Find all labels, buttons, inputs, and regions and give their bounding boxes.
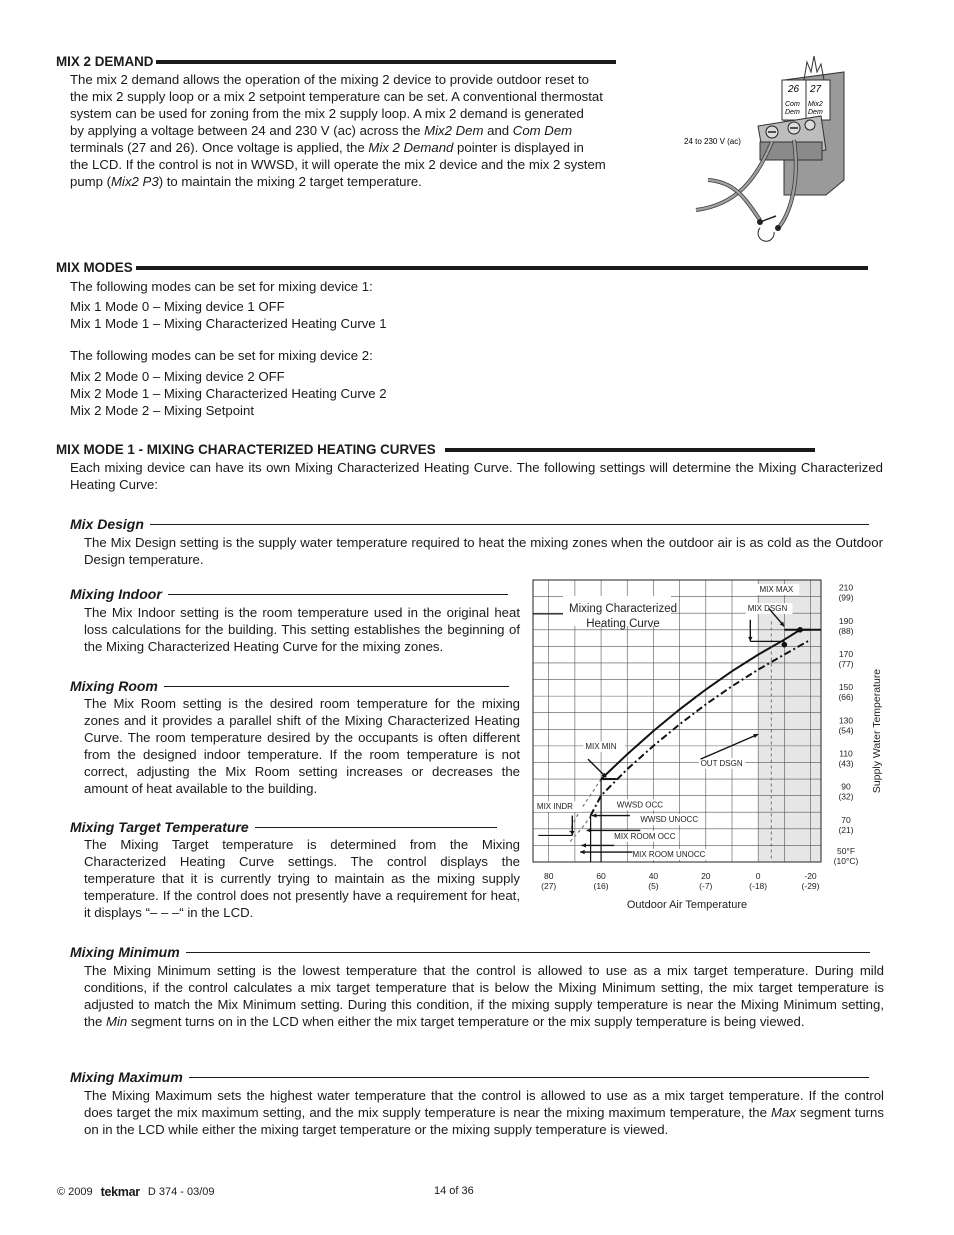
svg-text:Mix2: Mix2 <box>808 101 823 108</box>
outdoor-design-region <box>758 580 821 862</box>
y-tick-label: 130 <box>838 715 854 726</box>
x-tick-label: (5) <box>648 881 659 891</box>
y-axis-label: Supply Water Temperature <box>871 668 883 794</box>
x-tick-label: 40 <box>648 871 659 881</box>
section-rule <box>136 266 868 270</box>
subsection-title-mix-design: Mix Design <box>70 516 869 532</box>
section-title-mix2-demand: MIX 2 DEMAND <box>56 54 616 70</box>
label-mix-min: MIX MIN <box>585 742 617 752</box>
chart-title: Heating Curve <box>586 618 660 630</box>
x-axis-label: Outdoor Air Temperature <box>626 899 748 911</box>
subsection-title-mixing-indoor: Mixing Indoor <box>70 586 508 602</box>
section-title-mix-modes: MIX MODES <box>56 260 868 276</box>
subsection-title-mixing-target: Mixing Target Temperature <box>70 819 497 835</box>
mixing-heating-curve-chart <box>530 570 900 920</box>
svg-text:Dem: Dem <box>808 109 823 116</box>
mixing-indoor-body: The Mix Indoor setting is the room temperature used in the original heat loss calculations for the building. This setting establishes the beginning of the Mixing Characterized Heating Curve for the mixing zones. <box>84 605 520 654</box>
max-point <box>797 627 803 633</box>
y-tick-label: 110 <box>839 748 853 759</box>
x-tick-label: 20 <box>701 871 711 881</box>
list-item: Mix 2 Mode 0 – Mixing device 2 OFF <box>70 369 285 384</box>
section-rule <box>156 60 616 64</box>
chart-title: Mixing Characterized <box>568 603 678 615</box>
y-tick-label: 150 <box>838 682 854 693</box>
label-wwsd-unocc: WWSD UNOCC <box>640 815 699 825</box>
y-tick-label: 170 <box>838 648 854 659</box>
mixing-target-body: The Mixing Target temperature is determined from the Mixing Characterized Heating Curve settings. The control displays the temperature that it is currently trying to maintain as the mixing supply temperature. If the control does not presently have a requirement for heat, it displays “– – –“ in the LCD. <box>84 837 520 920</box>
label-mix-room-occ: MIX ROOM OCC <box>614 831 676 841</box>
brand-logo: tekmar <box>100 1185 140 1199</box>
x-tick-label: 60 <box>596 871 606 881</box>
subsection-rule <box>150 524 869 525</box>
label-mix-room-unocc: MIX ROOM UNOCC <box>632 850 706 860</box>
y-tick-label: 210 <box>838 582 854 593</box>
y-tick-label: (88) <box>838 625 854 636</box>
subsection-rule <box>186 952 870 953</box>
subsection-rule <box>168 594 508 595</box>
x-tick-label: 0 <box>755 871 761 881</box>
mixing-room-body: The Mix Room setting is the desired room temperature for the mixing zones and it provides a parallel shift of the Mixing Characterized Heating Curve. The room temperature desired by the occupants is often different from the designed indoor temperature. If the room temperature is not correct, adjusting the Mix Room setting increases or decreases the amount of heat available to the building. <box>84 696 520 796</box>
x-tick-label: (27) <box>541 881 557 891</box>
subsection-rule <box>255 827 497 828</box>
mix-modes-body: The following modes can be set for mixing device 1: Mix 1 Mode 0 – Mixing device 1 OFF Mix 1 Mode 1 – Mixing Characterized Heating Curve 1 The following modes can be set for mixing device 2: Mix 2 Mode 0 – Mixing device 2 OFF Mix 2 Mode 1 – Mixing Characterized Heating Curve 2 Mix 2 Mode 2 – Mixing Setpoint <box>70 279 387 418</box>
mix-design-body: The Mix Design setting is the supply water temperature required to heat the mixing zones when the outdoor air is as cold as the Outdoor Design temperature. <box>84 535 883 567</box>
terminal-27-label: 27 <box>810 84 822 95</box>
subsection-rule <box>189 1077 869 1078</box>
label-wwsd-occ: WWSD OCC <box>616 800 664 810</box>
thermostat-switch-icon <box>758 228 774 241</box>
y-tick-label: (10°C) <box>833 856 859 866</box>
svg-text:Com: Com <box>785 101 800 108</box>
terminal-26-label: 26 <box>788 84 800 95</box>
list-item: Mix 2 Mode 2 – Mixing Setpoint <box>70 403 254 418</box>
svg-text:Dem: Dem <box>785 109 800 116</box>
x-tick-label: (16) <box>593 881 609 891</box>
label-out-dsgn: OUT DSGN <box>700 758 743 768</box>
design-point <box>782 642 788 648</box>
subsection-rule <box>164 686 509 687</box>
y-tick-label: 70 <box>841 814 851 825</box>
voltage-label: 24 to 230 V (ac) <box>684 137 741 146</box>
subsection-title-mixing-maximum: Mixing Maximum <box>70 1069 869 1085</box>
terminal-wiring-figure <box>676 50 866 245</box>
y-tick-label: (21) <box>838 824 854 835</box>
section-rule <box>445 448 815 452</box>
y-tick-label: (99) <box>838 592 854 603</box>
mixing-maximum-body: The Mixing Maximum sets the highest water temperature that the control is allowed to use as a mix target temperature. If the control does target the mix maximum setting, and the mix supply temperature is near the mixing maximum temperature, the Max segment turns on in the LCD while either the mixing target temperature or the mixing supply temperature is viewed. <box>84 1088 884 1137</box>
y-tick-label: (66) <box>838 692 854 703</box>
subsection-title-mixing-room: Mixing Room <box>70 678 509 694</box>
y-tick-label: (32) <box>838 791 854 802</box>
mixing-minimum-body: The Mixing Minimum setting is the lowest temperature that the control is allowed to use as a mix target temperature. During mild conditions, if the control calculates a mix target temperature that is below the Mixing Minimum setting, the mix target temperature is adjusted to match the Mix Minimum setting. During this condition, if the mixing supply temperature is near the Mixing Minimum setting, the Min segment turns on in the LCD when either the mix target temperature or the mix supply temperature is being viewed. <box>84 963 884 1029</box>
footer-left <box>57 1185 215 1199</box>
document-number: D 374 - 03/09 <box>147 1186 215 1198</box>
x-tick-label: (-18) <box>749 881 768 891</box>
y-tick-label: (43) <box>838 758 854 769</box>
y-tick-label: (54) <box>838 725 854 736</box>
x-tick-label: (-7) <box>699 881 713 891</box>
mix2-demand-body: The mix 2 demand allows the operation of the mixing 2 device to provide outdoor reset to the mix 2 supply loop or a mix 2 setpoint temperature can be set. A conventional thermostat system can be used for zoning from the mix 2 supply loop. A mix 2 demand is generated by applying a voltage between 24 and 230 V (ac) across the Mix2 Dem and Com Dem terminals (27 and 26). Once voltage is applied, the Mix 2 Demand pointer is displayed in the LCD. If the control is not in WWSD, it will operate the mix 2 device and the mix 2 system pump (Mix2 P3) to maintain the mixing 2 target temperature. <box>70 72 606 189</box>
list-item: Mix 1 Mode 1 – Mixing Characterized Heating Curve 1 <box>70 316 387 331</box>
y-tick-label: (77) <box>838 658 854 669</box>
subsection-title-mixing-minimum: Mixing Minimum <box>70 944 870 960</box>
y-tick-label: 50°F <box>836 846 856 856</box>
label-mix-dsgn: MIX DSGN <box>747 604 788 613</box>
list-item: Mix 1 Mode 0 – Mixing device 1 OFF <box>70 299 285 314</box>
y-tick-label: 90 <box>841 781 851 792</box>
x-tick-label: (-29) <box>801 881 820 891</box>
x-tick-label: 80 <box>543 871 554 881</box>
label-mix-max: MIX MAX <box>759 585 794 594</box>
y-tick-label: 190 <box>838 615 854 626</box>
list-item: Mix 2 Mode 1 – Mixing Characterized Heating Curve 2 <box>70 386 387 401</box>
copyright: © 2009 <box>57 1186 93 1198</box>
x-tick-label: -20 <box>804 871 817 881</box>
label-mix-indr: MIX INDR <box>536 801 573 811</box>
page-number: 14 of 36 <box>434 1185 474 1197</box>
section-title-mix-mode1: MIX MODE 1 - MIXING CHARACTERIZED HEATING CURVES <box>56 442 815 458</box>
mix-mode1-body: Each mixing device can have its own Mixing Characterized Heating Curve. The following settings will determine the Mixing Characterized Heating Curve: <box>70 460 883 492</box>
